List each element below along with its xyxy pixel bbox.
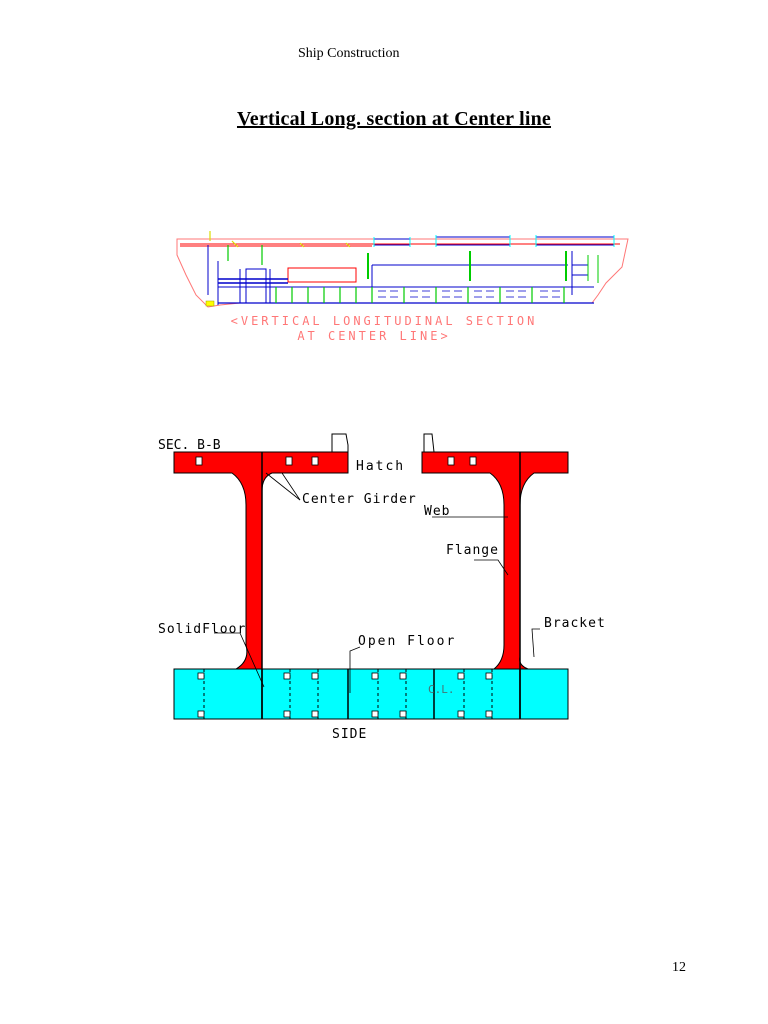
page-number: 12 (672, 960, 686, 975)
label-side: SIDE (332, 727, 368, 742)
page-title: Vertical Long. section at Center line (236, 108, 552, 130)
double-bottom (174, 669, 568, 719)
label-hatch: Hatch (356, 459, 406, 474)
label-cl: C.L. (428, 683, 455, 696)
figure1-caption-line2: AT CENTER LINE> (297, 329, 451, 343)
running-header: Ship Construction (298, 46, 400, 61)
label-web: Web (424, 504, 451, 519)
section-label: SEC. B-B (158, 438, 221, 453)
transverse-section-drawing (0, 425, 768, 745)
hull-outline (177, 239, 628, 307)
label-flange: Flange (446, 543, 499, 558)
label-center-girder: Center Girder (302, 492, 417, 507)
figure1-caption-line1: <VERTICAL LONGITUDINAL SECTION (230, 314, 538, 328)
label-solid-floor: SolidFloor (158, 622, 247, 637)
figure1-caption (0, 308, 768, 348)
label-bracket: Bracket (544, 616, 606, 631)
label-open-floor: Open Floor (358, 634, 457, 649)
